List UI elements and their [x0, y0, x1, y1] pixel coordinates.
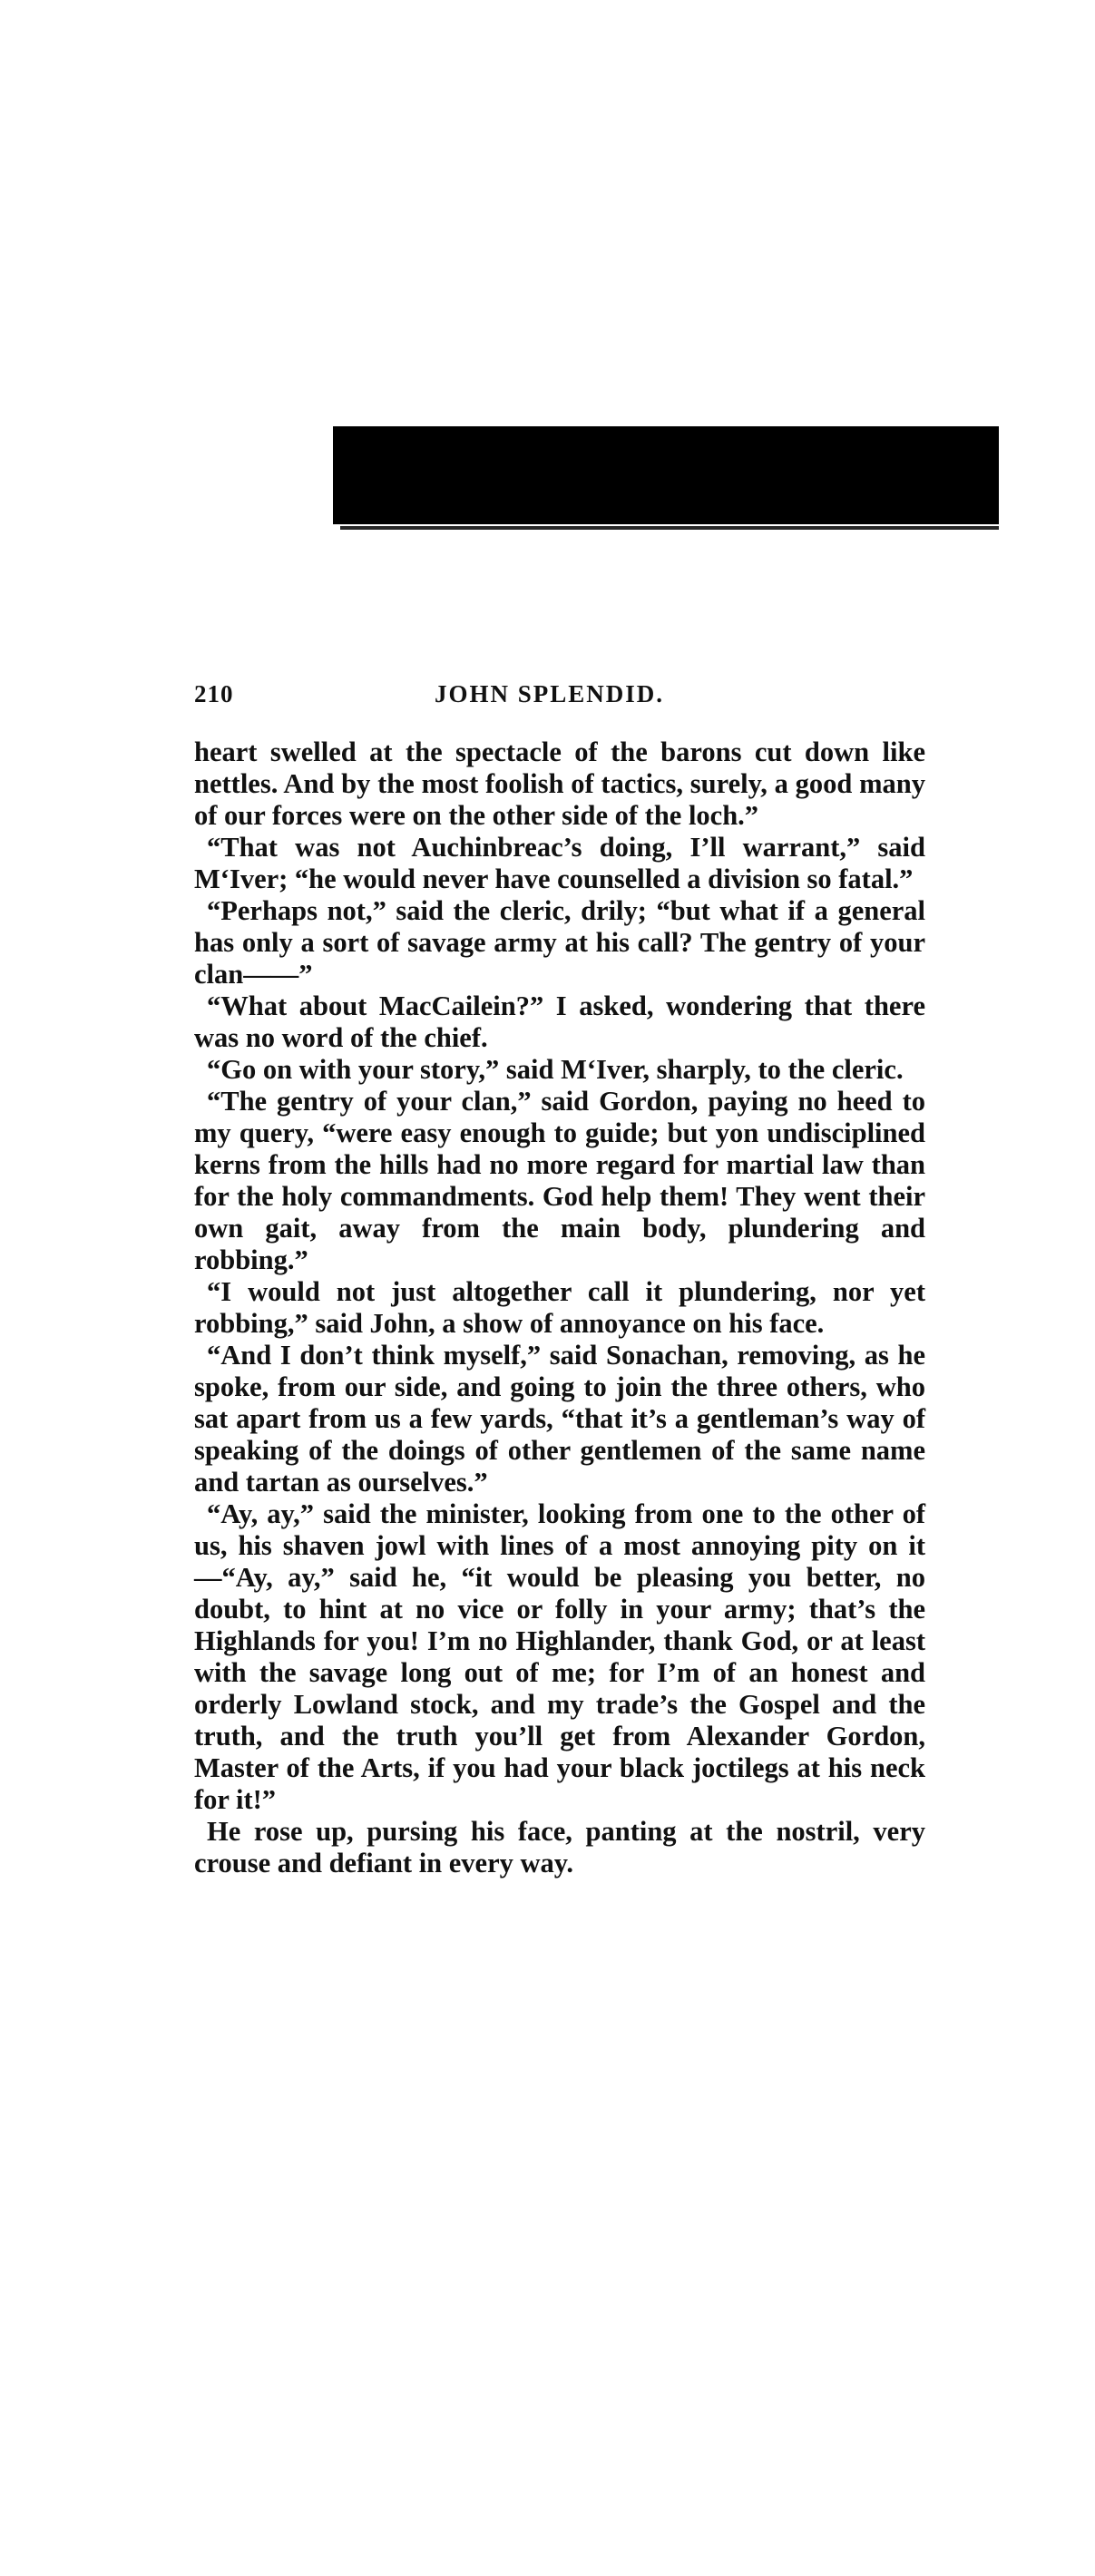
paragraph: “What about MacCailein?” I asked, wondering that there was no word of the chief.	[194, 990, 925, 1053]
page-number: 210	[194, 680, 234, 707]
paragraph: “And I don’t think myself,” said Sonachan, removing, as he spoke, from our side, and going to join the three others, who sat apart from us a few yards, “that it’s a gentleman’s way of speaking of the doings of other gentlemen of the same name and tartan as ourselves.”	[194, 1340, 925, 1498]
paragraph: “Ay, ay,” said the minister, looking from one to the other of us, his shaven jowl with lines of a most annoying pity on it—“Ay, ay,” said he, “it would be pleasing you better, no doubt, to hint at no vice or folly in your army; that’s the Highlands for you! I’m no Highlander, thank God, or at least with the savage long out of me; for I’m of an honest and orderly Lowland stock, and my trade’s the Gospel and the truth, and the truth you’ll get from Alexander Gordon, Master of the Arts, if you had your black joctilegs at his neck for it!”	[194, 1498, 925, 1815]
paragraph: “Go on with your story,” said M‘Iver, sharply, to the cleric.	[207, 1054, 904, 1085]
text-body	[194, 737, 925, 1879]
paragraph: “Perhaps not,” said the cleric, drily; “but what if a general has only a sort of savage army at his call? The gentry of your clan——”	[194, 895, 925, 990]
paragraph: “I would not just altogether call it plundering, nor yet robbing,” said John, a show of annoyance on his face.	[194, 1276, 925, 1339]
paragraph: He rose up, pursing his face, panting at the nostril, very crouse and defiant in every way.	[194, 1816, 925, 1878]
running-title: JOHN SPLENDID.	[435, 680, 665, 707]
paragraph: “The gentry of your clan,” said Gordon, paying no heed to my query, “were easy enough to guide; but yon undisciplined kerns from the hills had no more regard for martial law than for the holy commandments. God help them! They went their own gait, away from the main body, plundering and robbing.”	[194, 1086, 925, 1275]
running-head	[194, 680, 925, 717]
redaction-bar	[333, 426, 999, 524]
paragraph: heart swelled at the spectacle of the barons cut down like nettles. And by the most foolish of tactics, surely, a good many of our forces were on the other side of the loch.”	[194, 737, 925, 831]
paragraph: “That was not Auchinbreac’s doing, I’ll warrant,” said M‘Iver; “he would never have counselled a division so fatal.”	[194, 832, 925, 894]
